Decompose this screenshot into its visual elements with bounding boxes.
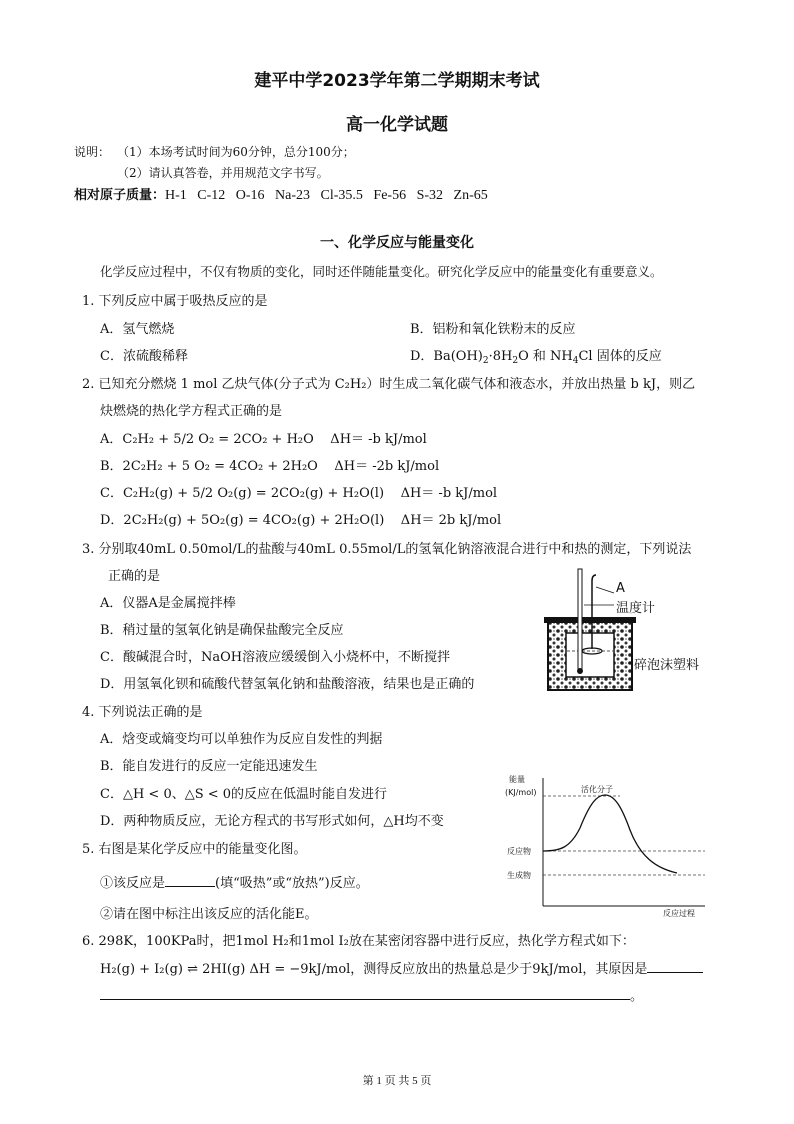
q1-d-text-2: ·8H <box>488 349 513 364</box>
q5-part1 <box>100 872 369 891</box>
exam-title: 建平中学2023学年第二学期期末考试 <box>254 71 540 91</box>
energy-y-label-2: (KJ/mol) <box>505 788 537 797</box>
q1-option-a: A．氢气燃烧 <box>100 322 175 337</box>
energy-diagram-figure <box>505 768 715 918</box>
q2-stem-line2: 炔燃烧的热化学方程式正确的是 <box>100 404 283 419</box>
page-number: 第 1 页 共 5 页 <box>362 1075 432 1087</box>
atomic-mass-values: H-1 C-12 O-16 Na-23 Cl-35.5 Fe-56 S-32 Zn-65 <box>165 188 488 203</box>
q4-stem: 4. 下列说法正确的是 <box>82 705 203 720</box>
section-intro: 化学反应过程中，不仅有物质的变化，同时还伴随能量变化。研究化学反应中的能量变化有重要意义。 <box>100 264 663 279</box>
q2-option-d: D．2C₂H₂(g) + 5O₂(g) = 4CO₂(g) + 2H₂O(l) ΔH＝ 2b kJ/mol <box>100 513 502 528</box>
fig-label-a: A <box>616 581 625 596</box>
q6-line3 <box>100 985 643 1004</box>
q1-d-text-1: D．Ba(OH) <box>410 349 483 364</box>
q6-line1: 6. 298K，100KPa时，把1mol H₂和1mol I₂放在某密闭容器中进行反应，热化学方程式如下： <box>82 934 635 949</box>
q2-option-c: C．C₂H₂(g) + 5/2 O₂(g) = 2CO₂(g) + H₂O(l) ΔH＝ -b kJ/mol <box>100 486 498 501</box>
calorimeter-diagram <box>540 565 740 695</box>
exam-subtitle: 高一化学试题 <box>346 115 448 135</box>
instructions-line2: （2）请认真答卷，并用规范文字书写。 <box>117 166 329 180</box>
q5-answer-blank[interactable] <box>165 874 215 887</box>
q5-part2: ②请在图中标注出该反应的活化能E。 <box>100 907 318 922</box>
fig-label-foam: 碎泡沫塑料 <box>634 658 700 673</box>
q1-d-sub-2: 2 <box>512 356 519 366</box>
calorimeter-figure <box>540 565 740 695</box>
q5-stem: 5. 右图是某化学反应中的能量变化图。 <box>82 842 307 857</box>
atomic-mass-label: 相对原子质量： <box>74 188 166 203</box>
q2-option-b: B．2C₂H₂ + 5 O₂ = 4CO₂ + 2H₂O ΔH＝ -2b kJ/mol <box>100 459 440 474</box>
q1-d-sub-3: 4 <box>572 356 579 366</box>
q3-option-b: B．稍过量的氢氧化钠是确保盐酸完全反应 <box>100 623 344 638</box>
q4-option-d: D．两种物质反应，无论方程式的书写形式如何，△H均不变 <box>100 814 444 829</box>
energy-y-label-1: 能量 <box>509 775 525 784</box>
q2-stem-line1: 2. 已知充分燃烧 1 mol 乙炔气体(分子式为 C₂H₂）时生成二氧化碳气体和液态水，并放出热量 b kJ，则乙 <box>82 377 696 392</box>
q6-line2-text: H₂(g) + I₂(g) ⇌ 2HI(g) ΔH = −9kJ/mol，测得反应放出的热量总是少于9kJ/mol，其原因是 <box>100 962 648 977</box>
q3-option-d: D．用氢氧化钡和硫酸代替氢氧化钠和盐酸溶液，结果也是正确的 <box>100 677 475 692</box>
q1-option-d <box>410 345 662 366</box>
fig-label-thermometer: 温度计 <box>616 601 656 616</box>
q1-stem: 1. 下列反应中属于吸热反应的是 <box>82 294 268 309</box>
q3-stem-line1: 3. 分别取40mL 0.50mol/L的盐酸与40mL 0.55mol/L的氢氧化钠溶液混合进行中和热的测定，下列说法 <box>82 542 692 557</box>
energy-reactant-label: 反应物 <box>507 847 531 856</box>
atomic-mass-line <box>74 184 488 204</box>
instructions-label: 说明： <box>74 145 111 159</box>
q1-option-b: B．铝粉和氧化铁粉末的反应 <box>410 322 576 337</box>
instructions-line1: （1）本场考试时间为60分钟，总分100分； <box>117 145 355 159</box>
q6-answer-blank-2[interactable] <box>100 987 630 1000</box>
q4-option-a: A．焓变或熵变均可以单独作为反应自发性的判据 <box>100 732 383 747</box>
q3-option-a: A．仪器A是金属搅拌棒 <box>100 596 236 611</box>
q4-option-c: C．△H < 0、△S < 0的反应在低温时能自发进行 <box>100 787 388 802</box>
q4-option-b: B．能自发进行的反应一定能迅速发生 <box>100 759 318 774</box>
q6-line2 <box>100 958 703 977</box>
q6-end-mark: 。 <box>630 989 644 1004</box>
q3-option-c: C．酸碱混合时，NaOH溶液应缓缓倒入小烧杯中，不断搅拌 <box>100 650 451 665</box>
q5-part1-pre: ①该反应是 <box>100 876 166 891</box>
q6-answer-blank-1[interactable] <box>647 960 703 973</box>
q1-d-text-4: Cl 固体的反应 <box>578 349 662 364</box>
q1-option-c: C．浓硫酸稀释 <box>100 349 188 364</box>
energy-peak-label: 活化分子 <box>581 785 613 794</box>
q3-stem-line2: 正确的是 <box>108 569 161 584</box>
energy-product-label: 生成物 <box>507 871 531 880</box>
energy-x-label: 反应过程 <box>663 909 695 918</box>
q2-option-a: A．C₂H₂ + 5/2 O₂ = 2CO₂ + H₂O ΔH＝ -b kJ/mol <box>100 432 427 447</box>
section-heading: 一、化学反应与能量变化 <box>320 235 474 251</box>
q1-d-text-3: O 和 NH <box>518 349 573 364</box>
q5-part1-post: (填“吸热”或“放热”)反应。 <box>215 876 369 891</box>
q1-d-sub-1: 2 <box>482 356 489 366</box>
